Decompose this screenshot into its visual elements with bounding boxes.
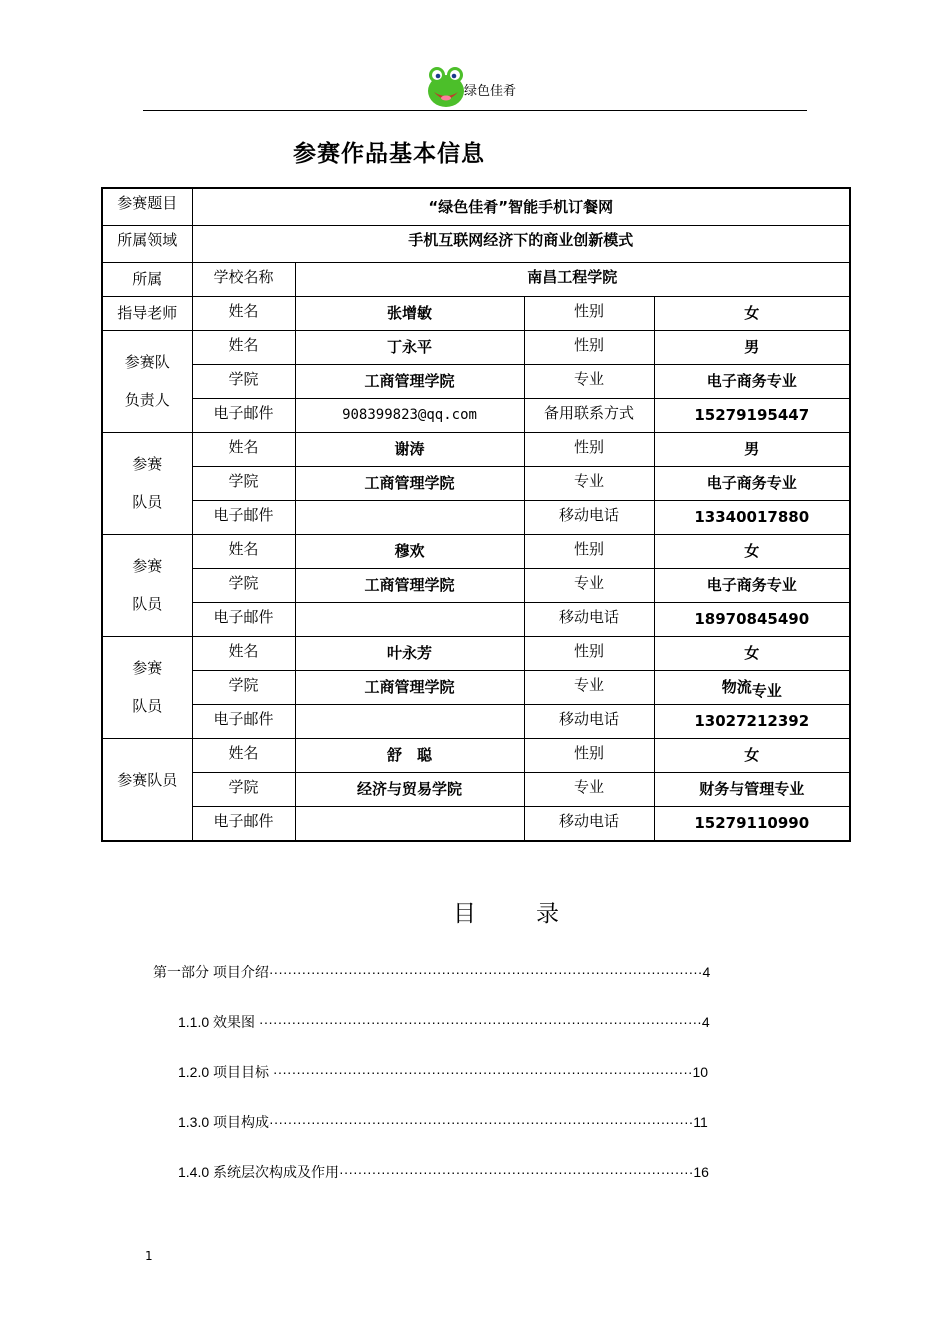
member-email	[295, 806, 524, 841]
table-row	[102, 670, 850, 704]
toc-title: 目录	[453, 901, 619, 927]
logo-text: 绿色佳肴	[464, 84, 517, 99]
table-row	[102, 330, 850, 364]
toc-leader-dots: ·····························································································	[268, 964, 703, 980]
gender-label: 性别	[524, 534, 654, 568]
member-name: 穆欢	[295, 534, 524, 568]
major-label: 专业	[524, 466, 654, 500]
page-header	[0, 0, 950, 120]
toc-entry[interactable]	[178, 1062, 708, 1082]
member-college: 工商管理学院	[295, 568, 524, 602]
name-label: 姓名	[192, 330, 295, 364]
toc-entry-page: 16	[693, 1164, 709, 1180]
table-row	[102, 500, 850, 534]
member-group-label: 参赛 队员	[102, 432, 192, 534]
topic-label: 参赛题目	[102, 188, 192, 225]
toc-entry-text: 1.3.0 项目构成	[178, 1114, 270, 1130]
affiliation-label: 所属	[102, 262, 192, 296]
advisor-name: 张增敏	[295, 296, 524, 330]
name-label: 姓名	[192, 296, 295, 330]
topic-value: “绿色佳肴”智能手机订餐网	[192, 188, 850, 225]
gender-label: 性别	[524, 330, 654, 364]
college-label: 学院	[192, 670, 295, 704]
table-row	[102, 704, 850, 738]
name-label: 姓名	[192, 636, 295, 670]
member-major: 财务与管理专业	[654, 772, 850, 806]
leader-email: 908399823@qq.com	[295, 398, 524, 432]
toc-entry-page: 11	[693, 1114, 708, 1130]
school-label: 学校名称	[192, 262, 295, 296]
entry-info-table	[101, 187, 851, 842]
leader-name: 丁永平	[295, 330, 524, 364]
toc-leader-dots: ···························································································	[269, 1114, 694, 1130]
table-row	[102, 602, 850, 636]
gender-label: 性别	[524, 738, 654, 772]
table-row	[102, 225, 850, 262]
major-label: 专业	[524, 772, 654, 806]
member-name: 谢涛	[295, 432, 524, 466]
leader-group-label: 参赛队 负责人	[102, 330, 192, 432]
member-major: 物流专业	[654, 670, 850, 704]
toc-entry-text: 1.2.0 项目目标	[178, 1064, 273, 1080]
table-row	[102, 398, 850, 432]
email-label: 电子邮件	[192, 500, 295, 534]
leader-gender: 男	[654, 330, 850, 364]
toc-entry[interactable]	[153, 962, 710, 982]
leader-college: 工商管理学院	[295, 364, 524, 398]
gender-label: 性别	[524, 636, 654, 670]
member-name: 舒 聪	[295, 738, 524, 772]
name-label: 姓名	[192, 432, 295, 466]
member-email	[295, 602, 524, 636]
member-group-label: 参赛 队员	[102, 636, 192, 738]
member-email	[295, 500, 524, 534]
mobile-label: 移动电话	[524, 704, 654, 738]
member-major: 电子商务专业	[654, 466, 850, 500]
member-phone: 13340017880	[654, 500, 850, 534]
email-label: 电子邮件	[192, 602, 295, 636]
backup-contact-label: 备用联系方式	[524, 398, 654, 432]
toc-entry-page: 10	[692, 1064, 709, 1080]
member-major: 电子商务专业	[654, 568, 850, 602]
table-row	[102, 296, 850, 330]
toc-entry[interactable]	[178, 1162, 709, 1182]
toc-leader-dots: ·······························································································	[258, 1014, 702, 1030]
mobile-label: 移动电话	[524, 806, 654, 841]
table-row	[102, 432, 850, 466]
document-title: 参赛作品基本信息	[293, 141, 485, 167]
member-college: 工商管理学院	[295, 466, 524, 500]
toc-leader-dots: ············································································	[339, 1164, 694, 1180]
member-gender: 男	[654, 432, 850, 466]
toc-entry-page: 4	[702, 964, 711, 980]
member-group-label: 参赛队员	[102, 738, 192, 841]
member-gender: 女	[654, 534, 850, 568]
advisor-gender: 女	[654, 296, 850, 330]
table-row	[102, 772, 850, 806]
header-rule	[143, 110, 807, 111]
member-name: 叶永芳	[295, 636, 524, 670]
member-phone: 18970845490	[654, 602, 850, 636]
major-label: 专业	[524, 568, 654, 602]
table-row	[102, 568, 850, 602]
toc-entry-text: 第一部分 项目介绍	[153, 964, 269, 980]
college-label: 学院	[192, 568, 295, 602]
toc-entry[interactable]	[178, 1012, 710, 1032]
mobile-label: 移动电话	[524, 500, 654, 534]
school-value: 南昌工程学院	[295, 262, 850, 296]
member-phone: 13027212392	[654, 704, 850, 738]
frog-logo-icon	[426, 64, 466, 110]
name-label: 姓名	[192, 738, 295, 772]
table-row	[102, 188, 850, 225]
college-label: 学院	[192, 772, 295, 806]
member-gender: 女	[654, 636, 850, 670]
gender-label: 性别	[524, 296, 654, 330]
toc-leader-dots: ··························································································	[272, 1064, 693, 1080]
leader-phone: 15279195447	[654, 398, 850, 432]
toc-entry-text: 1.4.0 系统层次构成及作用	[178, 1164, 340, 1180]
member-college: 经济与贸易学院	[295, 772, 524, 806]
toc-entry-text: 1.1.0 效果图	[178, 1014, 259, 1030]
gender-label: 性别	[524, 432, 654, 466]
college-label: 学院	[192, 466, 295, 500]
table-row	[102, 636, 850, 670]
email-label: 电子邮件	[192, 398, 295, 432]
table-row	[102, 806, 850, 841]
member-college: 工商管理学院	[295, 670, 524, 704]
member-phone: 15279110990	[654, 806, 850, 841]
member-email	[295, 704, 524, 738]
table-row	[102, 262, 850, 296]
toc-entry-page: 4	[701, 1014, 710, 1030]
major-label: 专业	[524, 670, 654, 704]
member-gender: 女	[654, 738, 850, 772]
member-group-label: 参赛 队员	[102, 534, 192, 636]
email-label: 电子邮件	[192, 806, 295, 841]
field-value: 手机互联网经济下的商业创新模式	[192, 225, 850, 262]
major-label: 专业	[524, 364, 654, 398]
name-label: 姓名	[192, 534, 295, 568]
email-label: 电子邮件	[192, 704, 295, 738]
table-row	[102, 738, 850, 772]
table-row	[102, 466, 850, 500]
mobile-label: 移动电话	[524, 602, 654, 636]
field-label: 所属领域	[102, 225, 192, 262]
advisor-label: 指导老师	[102, 296, 192, 330]
table-row	[102, 534, 850, 568]
college-label: 学院	[192, 364, 295, 398]
table-row	[102, 364, 850, 398]
toc-entry[interactable]	[178, 1112, 708, 1132]
leader-major: 电子商务专业	[654, 364, 850, 398]
page-number: 1	[145, 1249, 153, 1263]
